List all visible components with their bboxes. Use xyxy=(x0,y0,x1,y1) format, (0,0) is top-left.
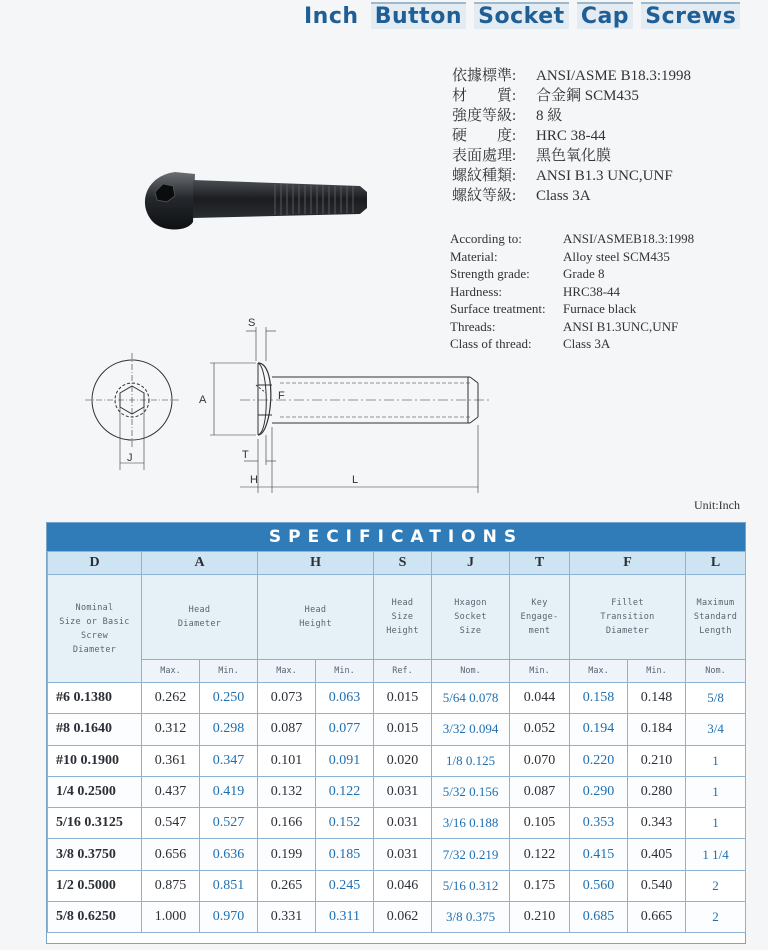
head-diameter-min: 0.851 xyxy=(200,870,258,901)
title-word: Socket xyxy=(474,2,568,29)
spec-label: 強度等級: xyxy=(452,108,517,124)
chinese-spec-list xyxy=(452,66,691,206)
column-description xyxy=(142,575,258,660)
fillet-max: 0.685 xyxy=(570,902,628,933)
dim-label-l: L xyxy=(352,474,359,486)
column-letter: S xyxy=(374,552,432,575)
unit-label: Unit:Inch xyxy=(694,498,740,512)
description-line: Diameter xyxy=(605,626,650,636)
title-word: Button xyxy=(371,2,466,29)
spec-row xyxy=(452,146,691,166)
spec-row xyxy=(452,106,691,126)
fillet-min: 0.184 xyxy=(628,714,686,745)
description-line: Nominal xyxy=(75,602,114,613)
column-description xyxy=(510,575,570,660)
max-length: 5/8 xyxy=(686,683,746,714)
table-row xyxy=(48,808,746,839)
column-description xyxy=(432,575,510,660)
socket-size: 7/32 0.219 xyxy=(432,839,510,870)
column-letter: A xyxy=(142,552,258,575)
dim-label-f: F xyxy=(278,390,285,402)
spec-row xyxy=(452,66,691,86)
column-letter: D xyxy=(48,552,142,575)
nominal-size: #8 0.1640 xyxy=(48,714,142,745)
specifications-table xyxy=(46,522,746,944)
spec-value: Class 3A xyxy=(536,188,591,204)
head-diameter-min: 0.250 xyxy=(200,683,258,714)
description-line: Length xyxy=(699,626,732,636)
spec-label: 硬 度: xyxy=(452,128,517,144)
sub-header-row xyxy=(48,660,746,683)
spec-label: Strength grade: xyxy=(450,266,530,281)
spec-label: Class of thread: xyxy=(450,336,532,351)
specifications-title: SPECIFICATIONS xyxy=(47,523,745,551)
head-diameter-max: 0.875 xyxy=(142,870,200,901)
fillet-max: 0.158 xyxy=(570,683,628,714)
table-row xyxy=(48,776,746,807)
socket-size: 3/16 0.188 xyxy=(432,808,510,839)
description-line: Diameter xyxy=(177,619,222,629)
spec-row xyxy=(452,126,691,146)
column-letter: J xyxy=(432,552,510,575)
nominal-size: 5/16 0.3125 xyxy=(48,808,142,839)
column-description xyxy=(374,575,432,660)
description-line: Screw xyxy=(80,630,109,641)
spec-value: HRC 38-44 xyxy=(536,128,606,144)
table-row xyxy=(48,714,746,745)
head-height-max: 0.331 xyxy=(258,902,316,933)
fillet-min: 0.148 xyxy=(628,683,686,714)
dim-label-t: T xyxy=(242,449,249,461)
head-side-height: 0.046 xyxy=(374,870,432,901)
spec-label: Material: xyxy=(450,248,498,264)
head-height-max: 0.166 xyxy=(258,808,316,839)
description-line: Fillet xyxy=(611,598,644,608)
dim-label-s: S xyxy=(248,317,256,329)
table-row xyxy=(48,683,746,714)
head-height-min: 0.091 xyxy=(316,745,374,776)
description-line: Diameter xyxy=(72,644,117,655)
table-row xyxy=(48,902,746,933)
head-diameter-max: 0.437 xyxy=(142,776,200,807)
column-description xyxy=(48,575,142,683)
title-word: Screws xyxy=(641,2,740,29)
table-row xyxy=(48,745,746,776)
spec-value: ANSI B1.3UNC,UNF xyxy=(563,318,679,334)
description-line: Transition xyxy=(600,612,655,622)
head-diameter-max: 0.361 xyxy=(142,745,200,776)
head-diameter-min: 0.347 xyxy=(200,745,258,776)
socket-size: 5/16 0.312 xyxy=(432,870,510,901)
fillet-min: 0.405 xyxy=(628,839,686,870)
head-diameter-max: 0.262 xyxy=(142,683,200,714)
head-diameter-min: 0.527 xyxy=(200,808,258,839)
sub-header: Nom. xyxy=(432,660,510,683)
spec-label: According to: xyxy=(450,231,522,246)
dim-label-h: H xyxy=(250,474,258,486)
nominal-size: #6 0.1380 xyxy=(48,683,142,714)
column-letter: L xyxy=(686,552,746,575)
spec-label: 表面處理: xyxy=(452,148,517,164)
spec-value: ANSI B1.3 UNC,UNF xyxy=(536,168,673,184)
description-line: Socket xyxy=(454,612,487,622)
description-line: Head xyxy=(391,598,414,608)
spec-label: 材 質: xyxy=(452,88,517,104)
column-description xyxy=(686,575,746,660)
key-engagement: 0.105 xyxy=(510,808,570,839)
key-engagement: 0.087 xyxy=(510,776,570,807)
head-height-min: 0.077 xyxy=(316,714,374,745)
max-length: 2 xyxy=(686,902,746,933)
nominal-size: 5/8 0.6250 xyxy=(48,902,142,933)
sub-header: Max. xyxy=(142,660,200,683)
sub-header: Min. xyxy=(200,660,258,683)
spec-label: Surface treatment: xyxy=(450,301,546,316)
head-diameter-max: 0.547 xyxy=(142,808,200,839)
max-length: 1 xyxy=(686,745,746,776)
key-engagement: 0.052 xyxy=(510,714,570,745)
spec-row xyxy=(452,86,691,106)
spec-value: Grade 8 xyxy=(563,266,605,281)
title-word: Cap xyxy=(577,2,633,29)
spec-row xyxy=(450,283,694,301)
sub-header: Min. xyxy=(316,660,374,683)
fillet-min: 0.665 xyxy=(628,902,686,933)
spec-value: 8 級 xyxy=(536,108,563,124)
head-height-max: 0.101 xyxy=(258,745,316,776)
head-diameter-min: 0.298 xyxy=(200,714,258,745)
socket-size: 3/8 0.375 xyxy=(432,902,510,933)
table-row xyxy=(48,839,746,870)
spec-value: ANSI/ASMEB18.3:1998 xyxy=(563,231,695,246)
key-engagement: 0.122 xyxy=(510,839,570,870)
head-height-max: 0.073 xyxy=(258,683,316,714)
socket-size: 5/32 0.156 xyxy=(432,776,510,807)
dim-label-a: A xyxy=(199,394,207,406)
fillet-min: 0.540 xyxy=(628,870,686,901)
description-line: Height xyxy=(299,619,332,629)
head-diameter-min: 0.636 xyxy=(200,839,258,870)
table-row xyxy=(48,870,746,901)
fillet-max: 0.290 xyxy=(570,776,628,807)
spec-value: HRC38-44 xyxy=(563,283,621,299)
head-side-height: 0.020 xyxy=(374,745,432,776)
description-line: Engage- xyxy=(520,612,559,622)
spec-value: 黑色氧化膜 xyxy=(536,148,612,164)
head-height-max: 0.132 xyxy=(258,776,316,807)
page-title xyxy=(300,2,740,29)
head-diameter-max: 1.000 xyxy=(142,902,200,933)
spec-rows xyxy=(48,683,746,933)
column-letter: T xyxy=(510,552,570,575)
key-engagement: 0.210 xyxy=(510,902,570,933)
description-line: Size xyxy=(459,626,482,636)
dim-label-j: J xyxy=(127,452,133,464)
spec-label: 依據標準: xyxy=(452,68,517,84)
column-letter: F xyxy=(570,552,686,575)
head-diameter-max: 0.656 xyxy=(142,839,200,870)
key-engagement: 0.044 xyxy=(510,683,570,714)
spec-label: 螺紋等級: xyxy=(452,188,517,204)
nominal-size: 1/2 0.5000 xyxy=(48,870,142,901)
column-description-row xyxy=(48,575,746,660)
spec-value: ANSI/ASME B18.3:1998 xyxy=(536,68,692,84)
head-diameter-min: 0.970 xyxy=(200,902,258,933)
column-description xyxy=(258,575,374,660)
spec-row xyxy=(450,265,694,283)
key-engagement: 0.175 xyxy=(510,870,570,901)
description-line: Standard xyxy=(693,612,738,622)
description-line: Size or Basic xyxy=(59,616,130,627)
description-line: Maximum xyxy=(696,598,735,608)
description-line: Height xyxy=(386,626,419,636)
column-letters-row xyxy=(48,552,746,575)
key-engagement: 0.070 xyxy=(510,745,570,776)
max-length: 1 1/4 xyxy=(686,839,746,870)
spec-row xyxy=(452,166,691,186)
sub-header: Max. xyxy=(258,660,316,683)
head-height-min: 0.185 xyxy=(316,839,374,870)
head-height-min: 0.122 xyxy=(316,776,374,807)
head-height-min: 0.063 xyxy=(316,683,374,714)
head-side-height: 0.062 xyxy=(374,902,432,933)
fillet-min: 0.280 xyxy=(628,776,686,807)
spec-value: Class 3A xyxy=(563,336,611,351)
max-length: 2 xyxy=(686,870,746,901)
fillet-min: 0.210 xyxy=(628,745,686,776)
head-side-height: 0.031 xyxy=(374,776,432,807)
spec-row xyxy=(450,248,694,266)
nominal-size: #10 0.1900 xyxy=(48,745,142,776)
column-letter: H xyxy=(258,552,374,575)
sub-header: Max. xyxy=(570,660,628,683)
nominal-size: 3/8 0.3750 xyxy=(48,839,142,870)
spec-label: Hardness: xyxy=(450,283,502,299)
description-line: Size xyxy=(391,612,414,622)
head-diameter-max: 0.312 xyxy=(142,714,200,745)
socket-size: 5/64 0.078 xyxy=(432,683,510,714)
head-height-min: 0.245 xyxy=(316,870,374,901)
spec-label: 螺紋種類: xyxy=(452,168,517,184)
head-height-min: 0.152 xyxy=(316,808,374,839)
description-line: Head xyxy=(304,605,327,615)
fillet-min: 0.343 xyxy=(628,808,686,839)
spec-label: Threads: xyxy=(450,318,496,334)
spec-row xyxy=(450,230,694,248)
nominal-size: 1/4 0.2500 xyxy=(48,776,142,807)
screw-photo xyxy=(135,150,370,240)
head-height-max: 0.265 xyxy=(258,870,316,901)
head-diameter-min: 0.419 xyxy=(200,776,258,807)
head-side-height: 0.031 xyxy=(374,808,432,839)
fillet-max: 0.194 xyxy=(570,714,628,745)
description-line: Head xyxy=(188,605,211,615)
sub-header: Nom. xyxy=(686,660,746,683)
description-line: Key xyxy=(531,598,548,608)
max-length: 1 xyxy=(686,808,746,839)
head-side-height: 0.015 xyxy=(374,714,432,745)
socket-size: 3/32 0.094 xyxy=(432,714,510,745)
max-length: 3/4 xyxy=(686,714,746,745)
sub-header: Ref. xyxy=(374,660,432,683)
column-description xyxy=(570,575,686,660)
fillet-max: 0.560 xyxy=(570,870,628,901)
head-height-max: 0.199 xyxy=(258,839,316,870)
fillet-max: 0.353 xyxy=(570,808,628,839)
spec-value: 合金鋼 SCM435 xyxy=(536,88,639,104)
max-length: 1 xyxy=(686,776,746,807)
fillet-max: 0.415 xyxy=(570,839,628,870)
head-height-min: 0.311 xyxy=(316,902,374,933)
socket-size: 1/8 0.125 xyxy=(432,745,510,776)
sub-header: Min. xyxy=(510,660,570,683)
title-word: Inch xyxy=(304,4,359,29)
fillet-max: 0.220 xyxy=(570,745,628,776)
head-height-max: 0.087 xyxy=(258,714,316,745)
head-side-height: 0.015 xyxy=(374,683,432,714)
sub-header: Min. xyxy=(628,660,686,683)
spec-row xyxy=(452,186,691,206)
spec-value: Alloy steel SCM435 xyxy=(563,248,670,264)
head-side-height: 0.031 xyxy=(374,839,432,870)
spec-value: Furnace black xyxy=(563,301,637,316)
description-line: Hxagon xyxy=(454,598,487,608)
spec-grid xyxy=(47,551,746,933)
description-line: ment xyxy=(528,626,551,636)
technical-drawing xyxy=(80,315,500,495)
